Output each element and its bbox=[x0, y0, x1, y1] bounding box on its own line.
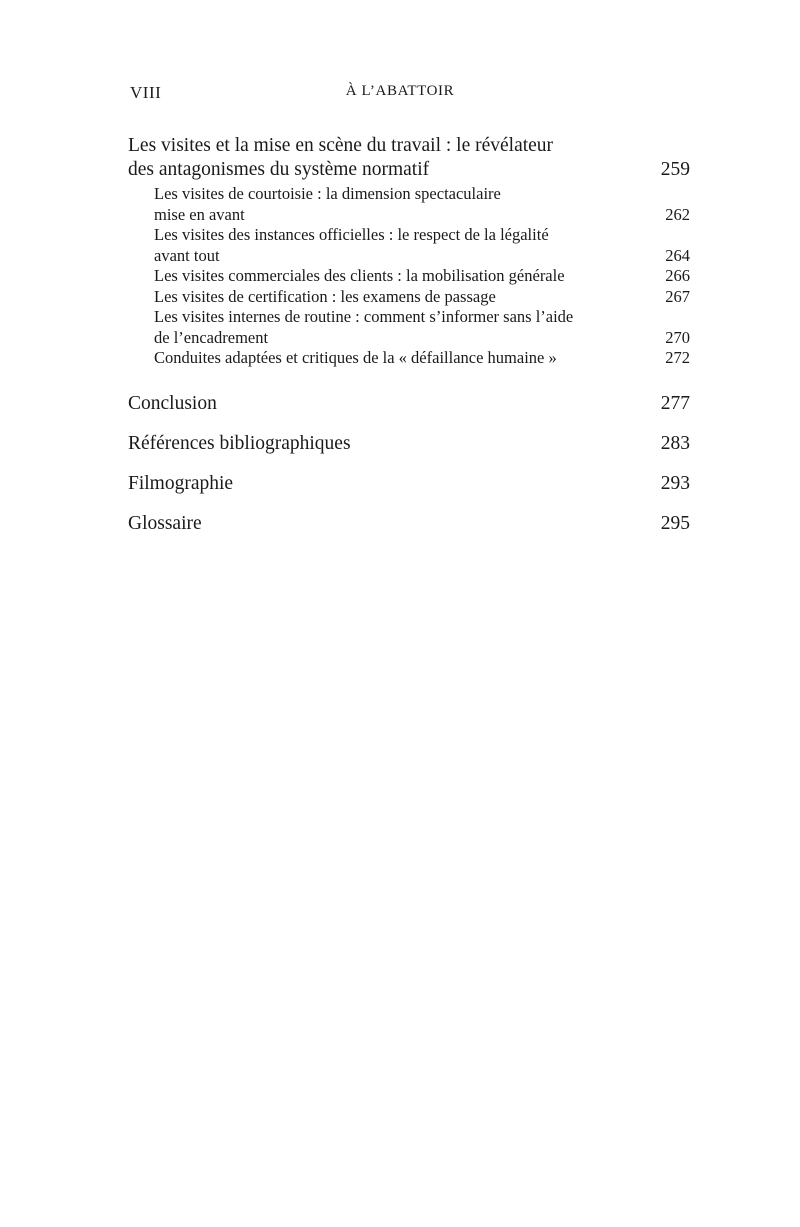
toc-subsection-entry[interactable] bbox=[128, 348, 690, 369]
toc-entry-page: 293 bbox=[660, 472, 690, 494]
toc-entry-page: 270 bbox=[665, 327, 690, 347]
toc-entry-page: 264 bbox=[665, 245, 690, 265]
toc-subsection-entry[interactable] bbox=[128, 307, 690, 348]
toc-entry-page: 272 bbox=[665, 348, 690, 367]
toc-entry-page: 283 bbox=[660, 432, 690, 454]
toc-subsection-entry[interactable] bbox=[128, 266, 690, 287]
toc-chapter-glossary[interactable] bbox=[128, 512, 690, 536]
toc-entry-page: 267 bbox=[665, 286, 690, 306]
toc-chapter-filmography[interactable] bbox=[128, 472, 690, 496]
toc-entry-page: 262 bbox=[665, 204, 690, 224]
toc-chapter-conclusion[interactable] bbox=[128, 392, 690, 416]
toc-entry-title: Les visites de certification : les examens de passage bbox=[154, 286, 496, 306]
toc-entry-title: Conclusion bbox=[128, 392, 217, 414]
toc-entry-title: Filmographie bbox=[128, 472, 234, 494]
running-title: À L’ABATTOIR bbox=[345, 83, 455, 99]
toc-entry-title: Les visites internes de routine : comment s’informer sans l’aide de l’encadrement bbox=[154, 307, 574, 347]
toc-entry-title: Conduites adaptées et critiques de la « défaillance humaine » bbox=[154, 348, 557, 367]
toc-entry-page: 259 bbox=[660, 159, 690, 180]
toc-entry-title: Les visites des instances officielles : le respect de la légalité avant tout bbox=[154, 225, 549, 265]
page-number: VIII bbox=[130, 83, 162, 102]
table-of-contents bbox=[128, 134, 690, 536]
toc-section-entry[interactable] bbox=[128, 134, 690, 182]
toc-entry-page: 277 bbox=[660, 392, 690, 414]
toc-entry-title: Glossaire bbox=[128, 512, 202, 534]
toc-subsection-entry[interactable] bbox=[128, 225, 690, 266]
toc-entry-title: Les visites commerciales des clients : la mobilisation générale bbox=[154, 266, 565, 285]
toc-entry-title: Références bibliographiques bbox=[128, 432, 351, 454]
toc-subsection-entry[interactable] bbox=[128, 184, 690, 225]
toc-entry-page: 295 bbox=[660, 512, 690, 534]
toc-entry-page: 266 bbox=[665, 266, 690, 285]
toc-entry-title: Les visites de courtoisie : la dimension spectaculaire mise en avant bbox=[154, 184, 501, 224]
toc-entry-title: Les visites et la mise en scène du travail : le révélateur des antagonismes du système normatif bbox=[128, 135, 554, 180]
toc-subsection-entry[interactable] bbox=[128, 287, 690, 308]
toc-chapter-references[interactable] bbox=[128, 432, 690, 456]
